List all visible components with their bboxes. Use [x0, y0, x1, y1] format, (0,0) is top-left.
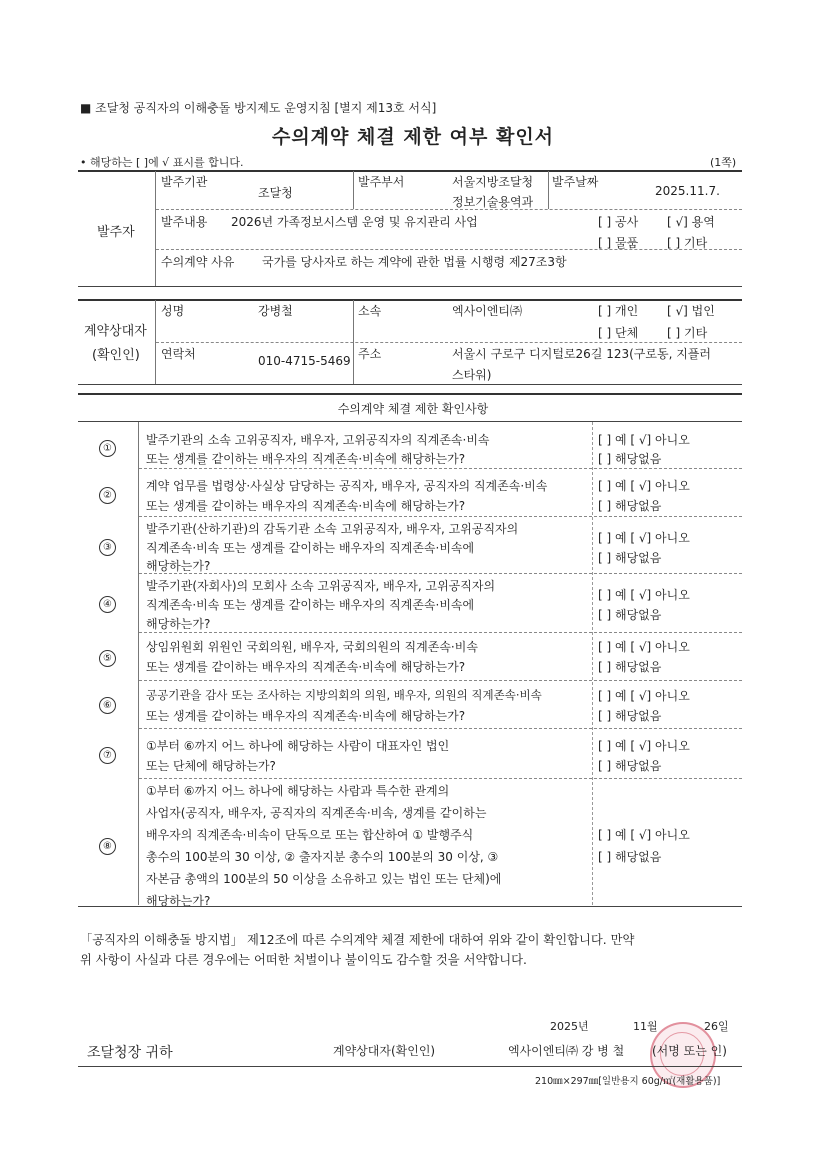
type-other-checkbox[interactable]: [ ] 기타 [667, 236, 708, 250]
phone-label: 연락처 [161, 347, 196, 361]
contractor-top-border [78, 299, 742, 301]
checks-section-title: 수의계약 체결 제한 확인사항 [337, 402, 489, 416]
check-item-6-line1: 공공기관을 감사 또는 조사하는 지방의회의 의원, 배우자, 의원의 직계존속·비속 [146, 688, 542, 702]
check-item-8-line2: 사업자(공직자, 배우자, 공직자의 직계존속·비속, 생계를 같이하는 [146, 806, 487, 820]
address-value-line1: 서울시 구로구 디지털로26길 123(구로동, 지플러 [452, 347, 711, 361]
check-item-1-line1: 발주기관의 소속 고위공직자, 배우자, 고위공직자의 직계존속·비속 [146, 433, 490, 447]
check-item-5-na[interactable]: [ ] 해당없음 [598, 660, 662, 674]
check-item-1-number: ① [99, 440, 116, 457]
check-item-3-line3: 해당하는가? [146, 559, 211, 573]
check-item-6-line2: 또는 생계를 같이하는 배우자의 직계존속·비속에 해당하는가? [146, 709, 466, 723]
check-item-5-line1: 상임위원회 위원인 국회의원, 배우자, 국회의원의 직계존속·비속 [146, 640, 478, 654]
check-item-1-yes-no[interactable]: [ ] 예 [ √] 아니오 [598, 433, 690, 447]
check-item-3-number: ③ [99, 539, 116, 556]
check-item-7-line2: 또는 단체에 해당하는가? [146, 759, 276, 773]
orderer-row1-bottom [156, 209, 742, 210]
contractor-section-sublabel: (확인인) [92, 348, 140, 363]
contractor-section-label: 계약상대자 [84, 324, 147, 339]
check-item-3-yes-no[interactable]: [ ] 예 [ √] 아니오 [598, 531, 690, 545]
content-label: 발주내용 [161, 215, 208, 229]
orderer-section-label: 발주자 [97, 225, 135, 240]
check-item-3-line1: 발주기관(산하기관)의 감독기관 소속 고위공직자, 배우자, 고위공직자의 [146, 522, 519, 536]
dept-value-line1: 서울지방조달청 [452, 175, 534, 189]
reason-value: 국가를 당사자로 하는 계약에 관한 법률 시행령 제27조3항 [262, 255, 567, 269]
contractor-confirmer-label: 계약상대자(확인인) [333, 1044, 436, 1058]
name-value: 강병철 [258, 304, 293, 318]
check-item-5-number: ⑤ [99, 650, 116, 667]
check-item-1-line2: 또는 생계를 같이하는 배우자의 직계존속·비속에 해당하는가? [146, 452, 466, 466]
footer-rule [78, 1066, 742, 1067]
name-label: 성명 [161, 304, 185, 318]
orderer-label-divider [155, 171, 156, 286]
contractor-type-individual-checkbox[interactable]: [ ] 개인 [598, 304, 639, 318]
signer-name: 엑사이엔티㈜ 강 병 철 [508, 1044, 625, 1058]
orderer-row2-bottom [156, 249, 742, 250]
address-label: 주소 [358, 347, 382, 361]
contractor-type-other-checkbox[interactable]: [ ] 기타 [667, 326, 708, 340]
check-item-4-line3: 해당하는가? [146, 617, 211, 631]
page-title: 수의계약 체결 제한 여부 확인서 [271, 126, 555, 148]
check-item-2-line1: 계약 업무를 법령상·사실상 담당하는 공직자, 배우자, 공직자의 직계존속·비속 [146, 479, 548, 493]
check-item-8-line3: 배우자의 직계존속·비속이 단독으로 또는 합산하여 ① 발행주식 [146, 828, 474, 842]
check-item-8-yes-no[interactable]: [ ] 예 [ √] 아니오 [598, 828, 690, 842]
check-item-2-yes-no[interactable]: [ ] 예 [ √] 아니오 [598, 479, 690, 493]
contractor-bottom-border [78, 384, 742, 385]
phone-value: 010-4715-5469 [258, 354, 351, 368]
orderer-row1-divider-b [548, 171, 549, 209]
declaration-line2: 위 사항이 사실과 다른 경우에는 어떠한 처벌이나 불이익도 감수할 것을 서약합니다. [80, 953, 527, 967]
date-value: 2025.11.7. [655, 184, 720, 198]
address-value-line2: 스타워) [452, 368, 492, 382]
check-item-6-divider [139, 728, 742, 729]
agency-label: 발주기관 [161, 175, 208, 189]
check-item-7-na[interactable]: [ ] 해당없음 [598, 759, 662, 773]
check-item-4-na[interactable]: [ ] 해당없음 [598, 608, 662, 622]
checks-num-divider [138, 422, 139, 905]
check-item-8-line4: 총수의 100분의 30 이상, ② 출자지분 총수의 100분의 30 이상, ③ [146, 850, 499, 864]
orderer-top-border [78, 170, 742, 172]
contractor-type-corporation-checkbox[interactable]: [ √] 법인 [667, 304, 715, 318]
checks-answer-divider [592, 422, 593, 905]
page-number: (1쪽) [710, 156, 737, 169]
paper-spec: 210㎜×297㎜[일반용지 60g/㎡(재활용품)] [535, 1076, 721, 1087]
orderer-row1-divider-a [353, 171, 354, 209]
content-value: 2026년 가족정보시스템 운영 및 유지관리 사업 [231, 215, 478, 229]
check-item-7-divider [139, 778, 742, 779]
dept-value-line2: 정보기술용역과 [452, 195, 534, 209]
form-reference-note: ■ 조달청 공직자의 이해충돌 방지제도 운영지침 [별지 제13호 서식] [80, 101, 437, 115]
instruction-text: • 해당하는 [ ]에 √ 표시를 합니다. [80, 156, 244, 169]
reason-label: 수의계약 사유 [161, 255, 235, 269]
check-item-7-line1: ①부터 ⑥까지 어느 하나에 해당하는 사람이 대표자인 법인 [146, 739, 450, 753]
checks-title-bottom [78, 421, 742, 422]
check-item-5-line2: 또는 생계를 같이하는 배우자의 직계존속·비속에 해당하는가? [146, 660, 466, 674]
sign-year: 2025년 [550, 1020, 589, 1033]
check-item-1-na[interactable]: [ ] 해당없음 [598, 452, 662, 466]
check-item-5-divider [139, 680, 742, 681]
check-item-4-number: ④ [99, 596, 116, 613]
check-item-8-line6: 해당하는가? [146, 894, 211, 908]
sign-month: 11월 [633, 1020, 658, 1033]
check-item-6-na[interactable]: [ ] 해당없음 [598, 709, 662, 723]
check-item-3-line2: 직계존속·비속 또는 생계를 같이하는 배우자의 직계존속·비속에 [146, 541, 475, 555]
checks-bottom-border [78, 906, 742, 907]
dept-label: 발주부서 [358, 175, 405, 189]
check-item-7-number: ⑦ [99, 747, 116, 764]
check-item-2-na[interactable]: [ ] 해당없음 [598, 499, 662, 513]
sign-or-seal-note: (서명 또는 인) [652, 1044, 727, 1058]
check-item-3-divider [139, 573, 742, 574]
affiliation-label: 소속 [358, 304, 382, 318]
date-label: 발주날짜 [552, 175, 599, 189]
check-item-8-line5: 자본금 총액의 100분의 50 이상을 소유하고 있는 법인 또는 단체)에 [146, 872, 502, 886]
contractor-type-group-checkbox[interactable]: [ ] 단체 [598, 326, 639, 340]
recipient: 조달청장 귀하 [87, 1045, 173, 1061]
check-item-2-number: ② [99, 487, 116, 504]
orderer-bottom-border [78, 286, 742, 287]
declaration-line1: 「공직자의 이해충돌 방지법」 제12조에 따른 수의계약 체결 제한에 대하여 위와 같이 확인합니다. 만약 [80, 933, 635, 947]
type-goods-checkbox[interactable]: [ ] 물품 [598, 236, 639, 250]
check-item-4-line1: 발주기관(자회사)의 모회사 소속 고위공직자, 배우자, 고위공직자의 [146, 579, 496, 593]
check-item-4-divider [139, 632, 742, 633]
check-item-1-divider [139, 468, 742, 469]
check-item-8-number: ⑧ [99, 838, 116, 855]
check-item-7-yes-no[interactable]: [ ] 예 [ √] 아니오 [598, 739, 690, 753]
contractor-row1-bottom [156, 342, 742, 343]
checks-top-border [78, 393, 742, 395]
check-item-5-yes-no[interactable]: [ ] 예 [ √] 아니오 [598, 640, 690, 654]
check-item-2-divider [139, 516, 742, 517]
check-item-3-na[interactable]: [ ] 해당없음 [598, 551, 662, 565]
affiliation-value: 엑사이엔티㈜ [452, 304, 522, 318]
agency-value: 조달청 [258, 186, 293, 200]
check-item-8-line1: ①부터 ⑥까지 어느 하나에 해당하는 사람과 특수한 관계의 [146, 784, 450, 798]
check-item-4-line2: 직계존속·비속 또는 생계를 같이하는 배우자의 직계존속·비속에 [146, 598, 475, 612]
check-item-6-number: ⑥ [99, 697, 116, 714]
check-item-8-na[interactable]: [ ] 해당없음 [598, 850, 662, 864]
sign-day: 26일 [704, 1020, 729, 1033]
type-service-checkbox[interactable]: [ √] 용역 [667, 215, 715, 229]
check-item-6-yes-no[interactable]: [ ] 예 [ √] 아니오 [598, 689, 690, 703]
type-construction-checkbox[interactable]: [ ] 공사 [598, 215, 639, 229]
check-item-4-yes-no[interactable]: [ ] 예 [ √] 아니오 [598, 588, 690, 602]
check-item-2-line2: 또는 생계를 같이하는 배우자의 직계존속·비속에 해당하는가? [146, 499, 466, 513]
